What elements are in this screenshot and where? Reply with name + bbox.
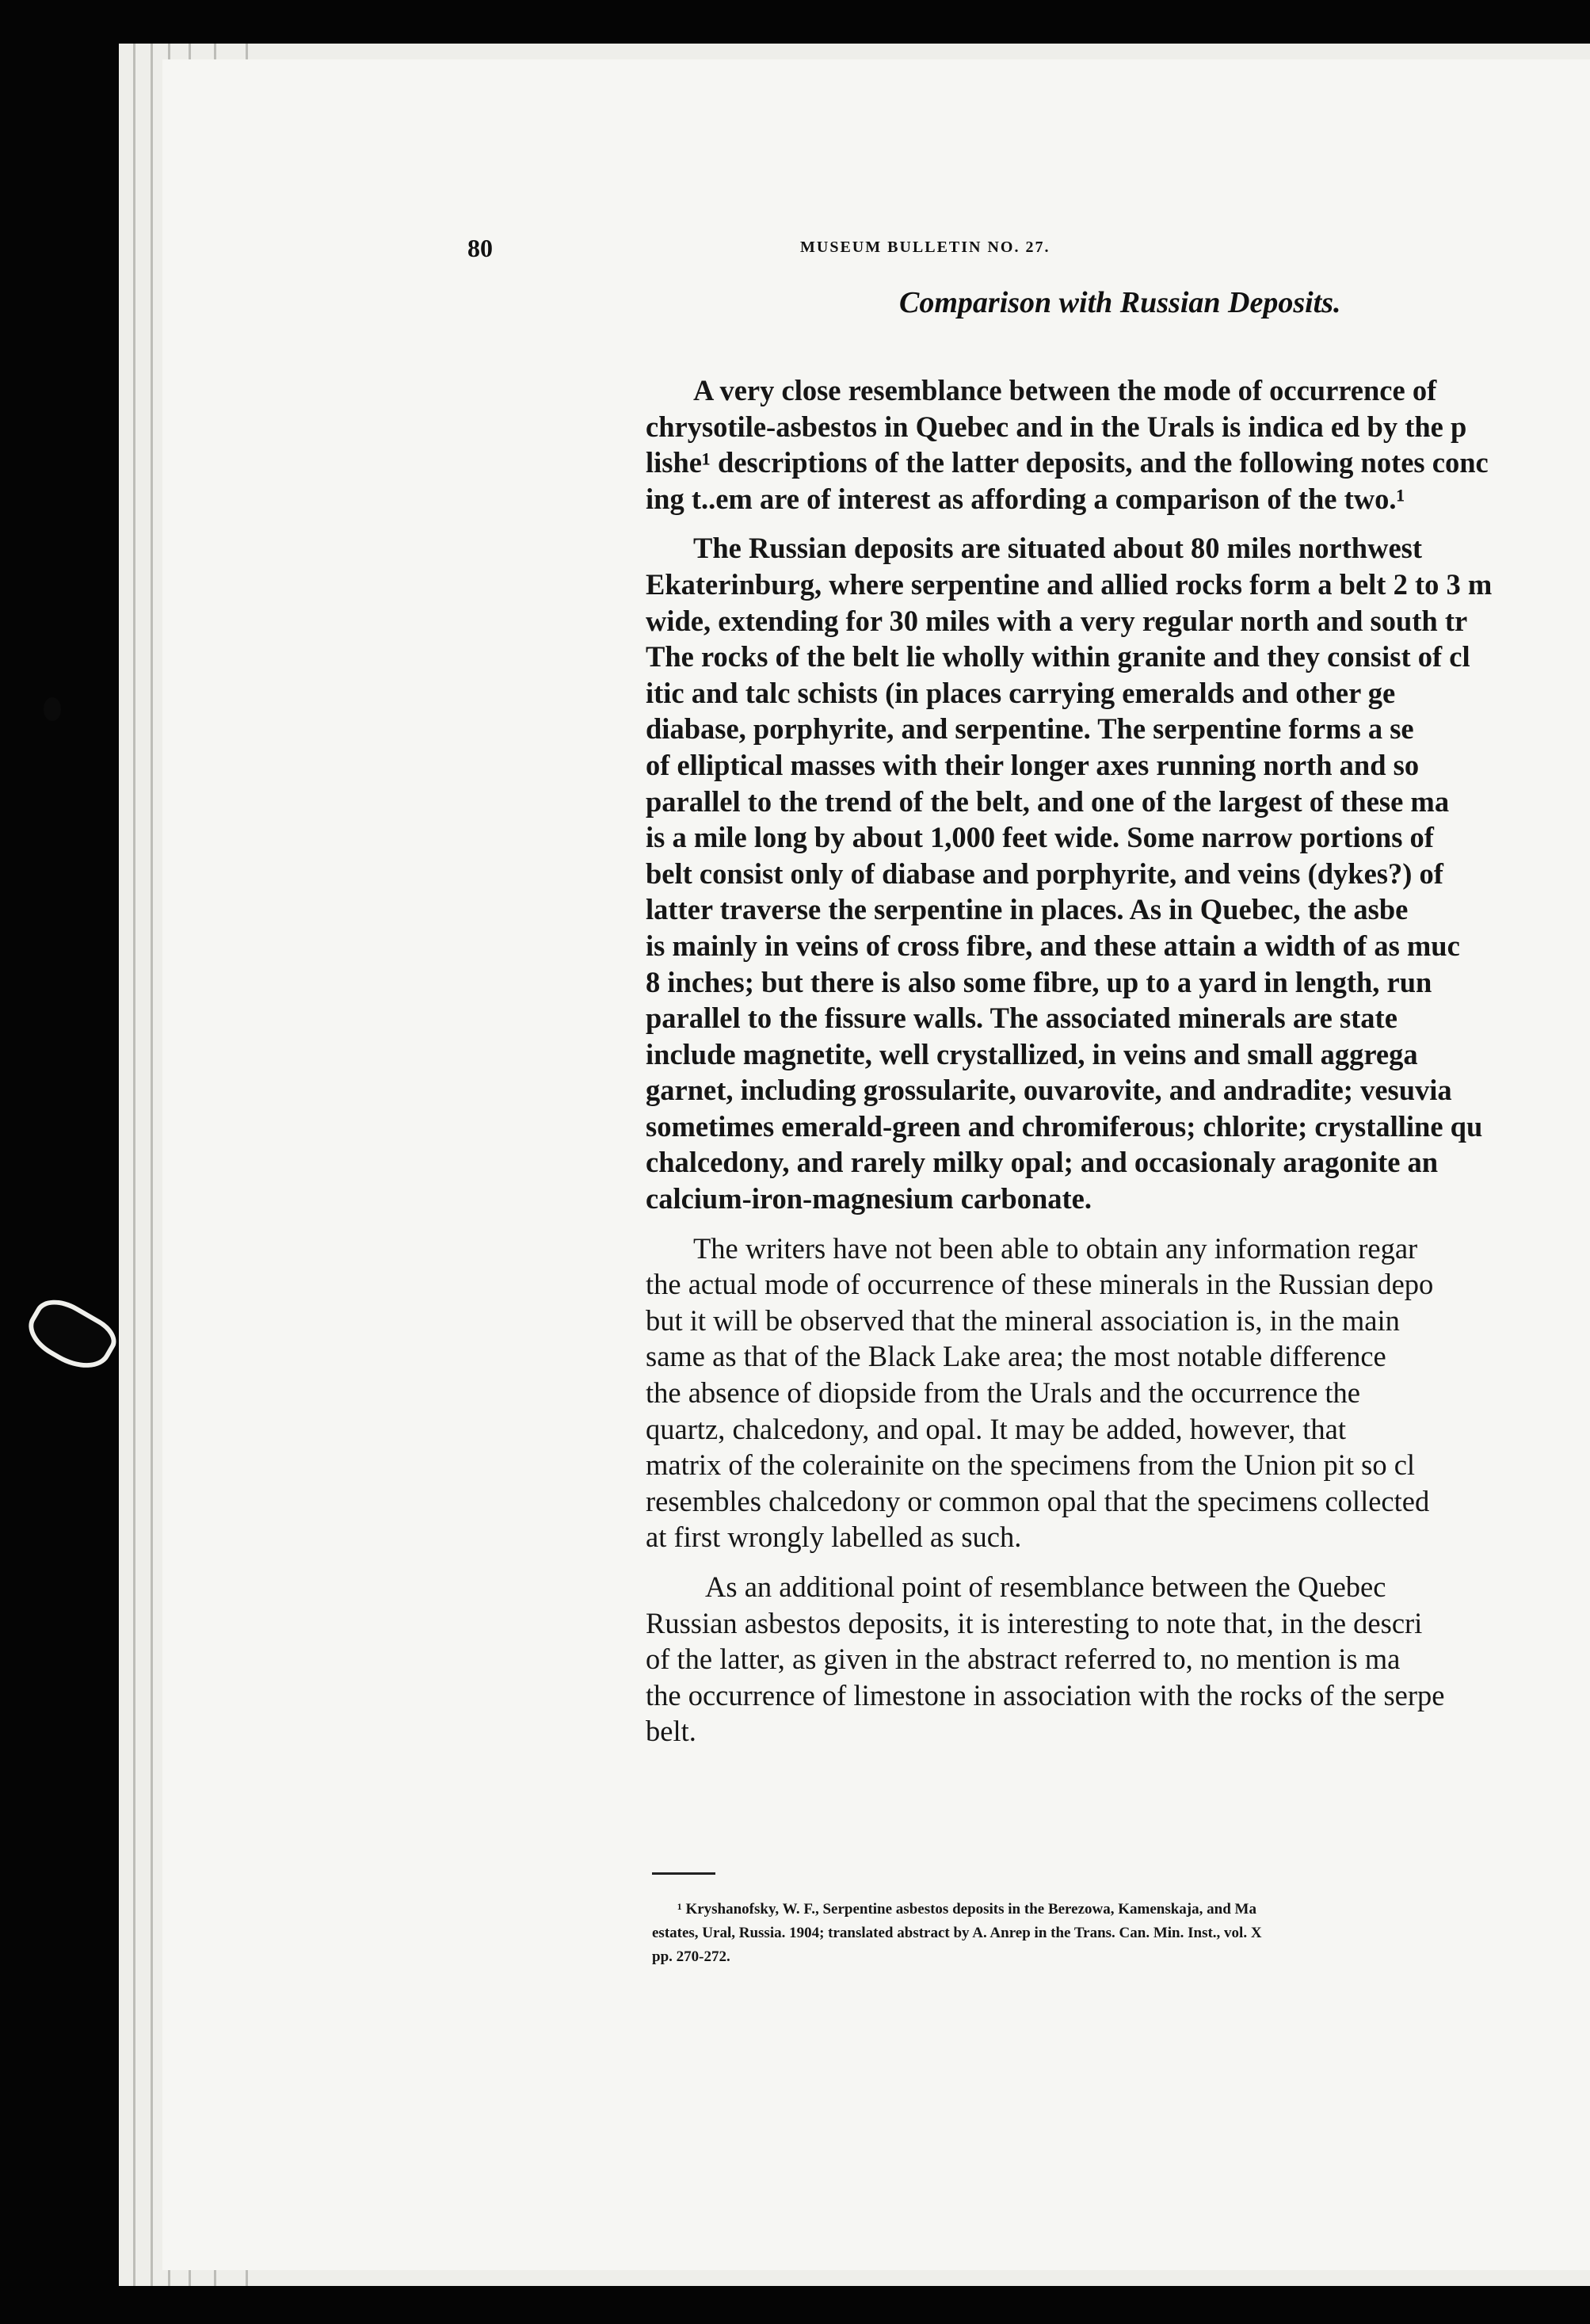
- text-line: belt.: [646, 1715, 696, 1748]
- paragraph: [646, 372, 1590, 517]
- text-line: latter traverse the serpentine in places. As in Quebec, the asbe: [646, 893, 1409, 926]
- text-line: lishe¹ descriptions of the latter deposits, and the following notes conc: [646, 446, 1489, 479]
- text-line: is a mile long by about 1,000 feet wide. Some narrow portions of: [646, 821, 1434, 854]
- text-line: As an additional point of resemblance between the Quebec: [705, 1570, 1386, 1603]
- footnote-rule: [652, 1872, 715, 1875]
- text-line: sometimes emerald-green and chromiferous; chlorite; crystalline qu: [646, 1109, 1483, 1143]
- text-line: ing t..em are of interest as affording a comparison of the two.¹: [646, 482, 1405, 515]
- footnote-line: pp. 270-272.: [652, 1948, 730, 1965]
- text-line: parallel to the fissure walls. The associated minerals are state: [646, 1002, 1397, 1035]
- text-line: the occurrence of limestone in association with the rocks of the serpe: [646, 1678, 1445, 1712]
- text-line: of the latter, as given in the abstract referred to, no mention is ma: [646, 1643, 1401, 1676]
- page-edge: [133, 44, 135, 2286]
- text-line: garnet, including grossularite, ouvarovite, and andradite; vesuvia: [646, 1074, 1452, 1107]
- paragraph: [646, 530, 1590, 1216]
- text-line: quartz, chalcedony, and opal. It may be added, however, that: [646, 1412, 1346, 1445]
- text-line: matrix of the colerainite on the specimens from the Union pit so cl: [646, 1448, 1416, 1482]
- text-line: The rocks of the belt lie wholly within granite and they consist of cl: [646, 640, 1470, 674]
- text-line: is mainly in veins of cross fibre, and these attain a width of as muc: [646, 929, 1460, 962]
- text-line: A very close resemblance between the mode of occurrence of: [693, 374, 1437, 406]
- text-line: itic and talc schists (in places carrying emeralds and other ge: [646, 676, 1396, 709]
- text-line: Ekaterinburg, where serpentine and allied rocks form a belt 2 to 3 m: [646, 567, 1493, 601]
- text-line: the absence of diopside from the Urals and the occurrence the: [646, 1376, 1360, 1410]
- page-number: 80: [467, 234, 493, 262]
- scan-smudge: [44, 697, 61, 721]
- text-line: parallel to the trend of the belt, and one of the largest of these ma: [646, 784, 1450, 818]
- footnotes: [652, 1898, 1590, 1969]
- text-line: chalcedony, and rarely milky opal; and occasionaly aragonite an: [646, 1146, 1439, 1179]
- text-line: resembles chalcedony or common opal that the specimens collected: [646, 1484, 1430, 1517]
- text-line: same as that of the Black Lake area; the most notable difference: [646, 1340, 1386, 1373]
- footnote-line: estates, Ural, Russia. 1904; translated abstract by A. Anrep in the Trans. Can. Min. Inst., vol. X: [652, 1925, 1262, 1941]
- text-line: The Russian deposits are situated about 80 miles northwest: [693, 532, 1423, 565]
- text-line: belt consist only of diabase and porphyrite, and veins (dykes?) of: [646, 857, 1443, 890]
- text-line: The writers have not been able to obtain any information regar: [693, 1231, 1418, 1265]
- text-line: but it will be observed that the mineral association is, in the main: [646, 1303, 1400, 1337]
- text-line: calcium-iron-magnesium carbonate.: [646, 1182, 1092, 1215]
- paragraph: [646, 1569, 1590, 1750]
- text-line: 8 inches; but there is also some fibre, up to a yard in length, run: [646, 965, 1432, 998]
- text-line: at first wrongly labelled as such.: [646, 1521, 1022, 1554]
- page-edge: [151, 44, 153, 2286]
- section-title: Comparison with Russian Deposits.: [899, 286, 1341, 319]
- footnote-line: ¹ Kryshanofsky, W. F., Serpentine asbestos deposits in the Berezowa, Kamenskaja, and Ma: [677, 1901, 1256, 1918]
- text-line: of elliptical masses with their longer axes running north and so: [646, 748, 1420, 781]
- text-line: chrysotile-asbestos in Quebec and in the Urals is indica ed by the p: [646, 410, 1467, 443]
- text-line: Russian asbestos deposits, it is interesting to note that, in the descri: [646, 1606, 1423, 1639]
- scan-smudge: [20, 1289, 123, 1381]
- text-line: wide, extending for 30 miles with a very regular north and south tr: [646, 604, 1468, 637]
- body-text: [646, 372, 1590, 1763]
- text-line: include magnetite, well crystallized, in veins and small aggrega: [646, 1037, 1418, 1070]
- paragraph: [646, 1231, 1590, 1555]
- text-line: the actual mode of occurrence of these minerals in the Russian depo: [646, 1268, 1434, 1301]
- running-header: [467, 234, 1497, 265]
- running-title: MUSEUM BULLETIN NO. 27.: [800, 239, 1050, 256]
- text-line: diabase, porphyrite, and serpentine. The serpentine forms a se: [646, 712, 1414, 746]
